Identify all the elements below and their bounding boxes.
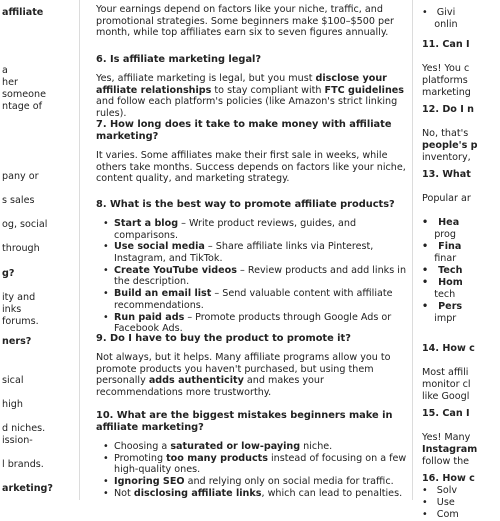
right-column-text-line: finar	[422, 253, 457, 264]
right-column-text-line: onlin	[422, 19, 458, 30]
left-column-text-line: her	[2, 77, 18, 88]
list-item: • Run paid ads – Promote products through Google Ads or Facebook Ads.	[114, 312, 408, 335]
promotion-methods-list	[96, 218, 408, 335]
left-column-text-line: ners?	[2, 336, 32, 347]
left-column-text-line: ission-	[2, 435, 33, 446]
right-column-text-line: 12. Do I n	[422, 104, 474, 115]
right-column-text-line: • Com	[422, 509, 459, 520]
right-column-text-line: • Fina	[422, 241, 462, 252]
faq-question-7: 7. How long does it take to make money with affiliate marketing?	[96, 119, 392, 142]
right-column-text-line: platforms	[422, 75, 468, 86]
right-column-text-line: 14. How c	[422, 343, 475, 354]
left-column-text-line: g?	[2, 268, 15, 279]
left-column-text-line: inks	[2, 304, 22, 315]
right-column-text-line: tech	[422, 289, 456, 300]
list-item: • Not disclosing affiliate links, which can lead to penalties.	[114, 488, 408, 500]
left-column-text-line: og, social	[2, 219, 48, 230]
list-item: • Promoting too many products instead of focusing on a few high-quality ones.	[114, 453, 408, 476]
list-item: • Ignoring SEO and relying only on social media for traffic.	[114, 476, 408, 488]
faq-item-8	[96, 199, 408, 335]
right-column-text-line: prog	[422, 229, 456, 240]
faq-question-6: 6. Is affiliate marketing legal?	[96, 54, 262, 65]
right-column-text-line: 15. Can I	[422, 408, 470, 419]
left-column-text-line: ity and	[2, 292, 36, 303]
right-column-text-line: • Tech	[422, 265, 463, 276]
right-column-text-line: • Use	[422, 497, 455, 508]
faq-question-10: 10. What are the biggest mistakes beginners make in affiliate marketing?	[96, 410, 393, 433]
left-column-text-line: affiliate	[2, 7, 44, 18]
list-item: • Create YouTube videos – Review products and add links in the description.	[114, 265, 408, 288]
list-item: • Use social media – Share affiliate links via Pinterest, Instagram, and TikTok.	[114, 241, 408, 264]
right-column-text-line: Popular ar	[422, 193, 471, 204]
left-column-text-line: ntage of	[2, 101, 43, 112]
column-divider-left	[79, 0, 80, 500]
faq-answer-7: It varies. Some affiliates make their first sale in weeks, while others take months. Success depends on factors like your niche, content quality, and marketing strategy.	[96, 149, 406, 185]
right-column-text-line: inventory,	[422, 152, 471, 163]
faq-item-9	[96, 333, 408, 399]
right-column-text-line: • Givi	[422, 7, 456, 18]
right-column-text-line: • Solv	[422, 485, 458, 496]
right-column-text-line: like Googl	[422, 391, 470, 402]
faq-item-6	[96, 54, 408, 120]
right-column-text-line: Most affili	[422, 367, 469, 378]
left-column-clipped	[0, 0, 78, 500]
right-column-text-line: • Pers	[422, 301, 463, 312]
right-column-clipped	[420, 0, 500, 520]
earnings-answer: Your earnings depend on factors like your niche, traffic, and promotional strategies. Some beginners make $100–$500 per month, while top affiliates earn six to seven figures annually.	[96, 4, 394, 39]
right-column-text-line: No, that's	[422, 128, 469, 139]
column-divider-right	[412, 0, 413, 500]
right-column-text-line: 11. Can I	[422, 39, 470, 50]
faq-item-7	[96, 119, 408, 185]
faq-item-10	[96, 410, 408, 499]
mistakes-list	[96, 441, 408, 500]
faq-question-9: 9. Do I have to buy the product to promote it?	[96, 333, 351, 344]
right-column-text-line: 13. What	[422, 169, 471, 180]
right-column-text-line: Instagram	[422, 444, 478, 455]
faq-answer-9: Not always, but it helps. Many affiliate programs allow you to promote products you haven't purchased, but using them personally adds authenticity and makes your recommendations more trustworthy.	[96, 351, 391, 399]
list-item: • Start a blog – Write product reviews, guides, and comparisons.	[114, 218, 408, 241]
right-column-text-line: • Hom	[422, 277, 463, 288]
faq-main-column	[96, 0, 408, 500]
left-column-text-line: arketing?	[2, 483, 53, 494]
left-column-text-line: through	[2, 243, 40, 254]
right-column-text-line: follow the	[422, 456, 470, 467]
left-column-text-line: l brands.	[2, 459, 44, 470]
left-column-text-line: sical	[2, 375, 24, 386]
list-item: • Build an email list – Send valuable content with affiliate recommendations.	[114, 288, 408, 311]
right-column-text-line: Yes! Many	[422, 432, 471, 443]
left-column-text-line: a	[2, 65, 8, 76]
faq-question-8: 8. What is the best way to promote affiliate products?	[96, 199, 395, 210]
right-column-text-line: impr	[422, 313, 457, 324]
right-column-text-line: 16. How c	[422, 473, 475, 484]
right-column-text-line: • Hea	[422, 217, 460, 228]
right-column-text-line: monitor cl	[422, 379, 471, 390]
left-column-text-line: someone	[2, 89, 46, 100]
left-column-text-line: d niches.	[2, 423, 46, 434]
right-column-text-line: people's p	[422, 140, 478, 151]
left-column-text-line: high	[2, 399, 23, 410]
right-column-text-line: marketing	[422, 87, 471, 98]
left-column-text-line: forums.	[2, 316, 39, 327]
right-column-text-line: Yes! You c	[422, 63, 470, 74]
left-column-text-line: pany or	[2, 171, 39, 182]
faq-answer-6: Yes, affiliate marketing is legal, but you must disclose your affiliate relationships to stay compliant with FTC guidelines and follow each platform's policies (like Amazon's strict linking rules).	[96, 72, 405, 120]
list-item: • Choosing a saturated or low-paying niche.	[114, 441, 408, 453]
left-column-text-line: s sales	[2, 195, 35, 206]
